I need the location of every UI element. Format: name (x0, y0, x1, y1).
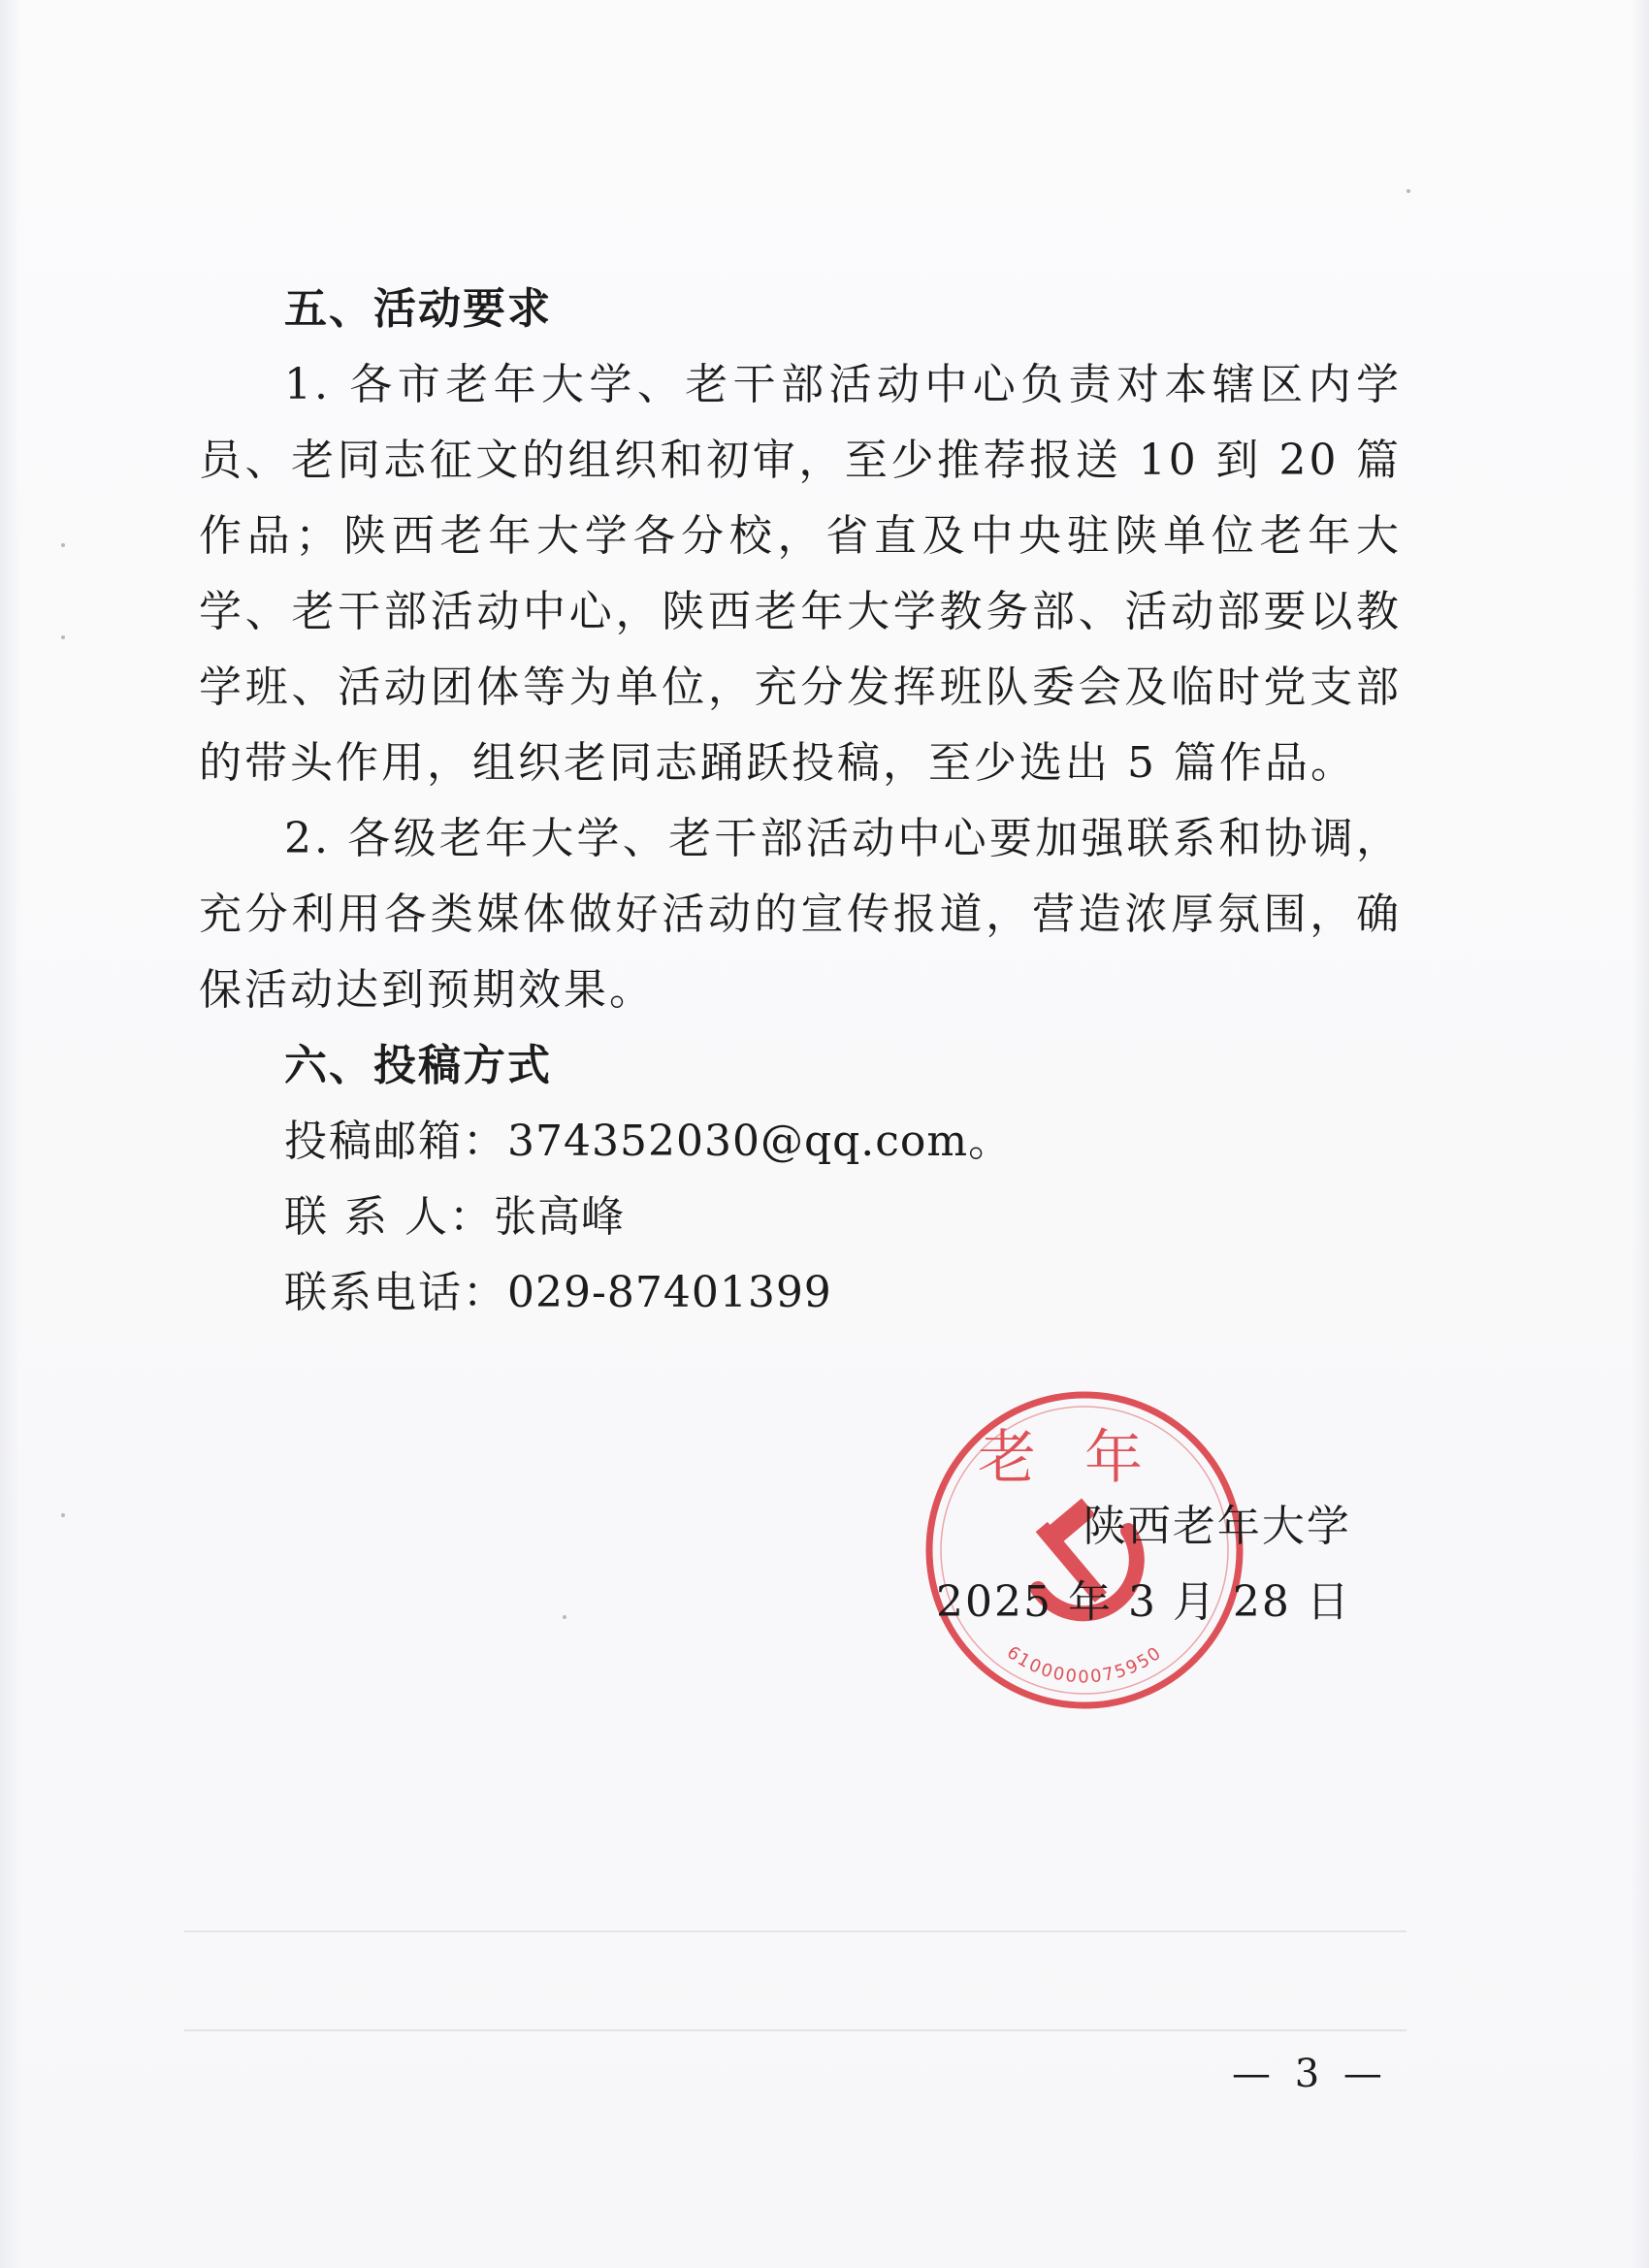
scan-edge-left (0, 0, 21, 2268)
email-label: 投稿邮箱： (284, 1117, 507, 1166)
seal-number: 6100000075950 (1002, 1642, 1167, 1688)
page-number: — 3 — (1232, 2052, 1388, 2096)
phone-line (199, 1255, 1402, 1331)
contact-person-line (199, 1180, 1402, 1255)
contact-label: 联 系 人： (284, 1192, 494, 1242)
scan-speck (61, 1513, 65, 1517)
phone-label: 联系电话： (284, 1268, 507, 1317)
bleed-through-footer (184, 1930, 1406, 2031)
scan-speck (1406, 189, 1410, 193)
signature-date: 2025 年 3 月 28 日 (936, 1577, 1351, 1627)
scan-speck (61, 635, 65, 639)
scan-speck (61, 543, 65, 547)
signature-block (936, 1489, 1351, 1640)
requirement-item-1: 1. 各市老年大学、老干部活动中心负责对本辖区内学员、老同志征文的组织和初审，至少推荐报送 10 到 20 篇作品；陕西老年大学各分校，省直及中央驻陕单位老年大学、老干部活动中心，陕西老年大学教务部、活动部要以教学班、活动团体等为单位，充分发挥班队委会及临时党支部的带头作用，组织老同志踊跃投稿，至少选出 5 篇作品。 (199, 360, 1402, 788)
contact-value: 张高峰 (493, 1192, 625, 1242)
email-value: 374352030@qq.com。 (507, 1117, 1013, 1166)
section-6-heading: 六、投稿方式 (284, 1041, 552, 1090)
phone-value: 029-87401399 (507, 1268, 832, 1317)
section-5-heading: 五、活动要求 (284, 284, 552, 334)
requirement-item-2: 2. 各级老年大学、老干部活动中心要加强联系和协调，充分利用各类媒体做好活动的宣传报道，营造浓厚氛围，确保活动达到预期效果。 (199, 814, 1402, 1015)
scan-edge-right (1632, 0, 1649, 2268)
signature-organization: 陕西老年大学 (1083, 1502, 1351, 1551)
scan-speck (563, 1615, 566, 1619)
seal-text: 老年 (978, 1424, 1191, 1492)
email-line (199, 1104, 1402, 1180)
document-body (199, 272, 1402, 1331)
